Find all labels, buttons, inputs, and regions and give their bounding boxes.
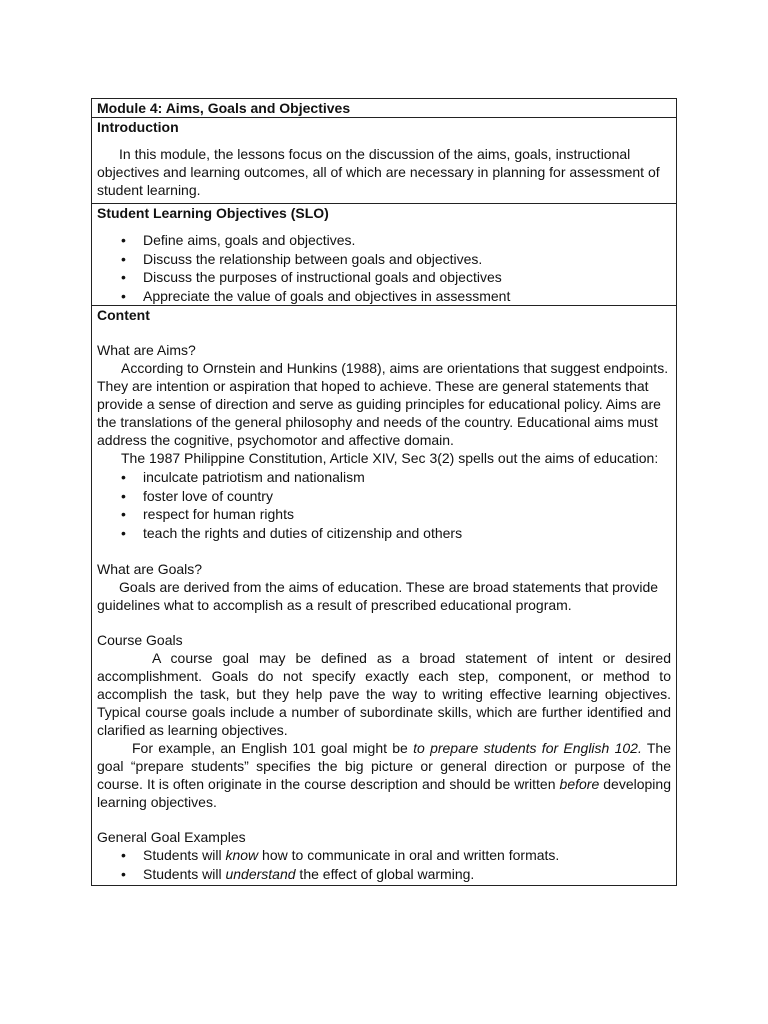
slo-heading: Student Learning Objectives (SLO)	[97, 205, 329, 221]
goals-heading: What are Goals?	[97, 561, 203, 577]
general-goal-list	[97, 846, 671, 883]
course-goals-heading: Course Goals	[97, 632, 183, 648]
goals-paragraph: Goals are derived from the aims of education. These are broad statements that provide guidelines what to accomplish as a result of prescribed educational program.	[97, 579, 659, 613]
list-item: • foster love of country	[97, 487, 671, 506]
goal-text-a: Students will	[143, 865, 226, 882]
list-item: • inculcate patriotism and nationalism	[97, 468, 671, 487]
introduction-section	[92, 118, 676, 204]
introduction-heading: Introduction	[97, 119, 179, 135]
introduction-text: In this module, the lessons focus on the discussion of the aims, goals, instructional objectives and learning outcomes, all of which are necessary in planning for assessment of student learning.	[97, 146, 660, 198]
example-paragraph	[97, 739, 671, 811]
list-item	[97, 865, 671, 884]
goal-text-b: understand	[225, 865, 296, 882]
goal-text-a: Students will	[143, 847, 226, 863]
example-text-e: developing learning objectives.	[97, 776, 671, 810]
aims-list	[97, 468, 671, 542]
list-item	[97, 846, 671, 865]
example-text-c: The goal “prepare students” specifies the big picture or general direction or purpose of the course. It is often originate in the course description and should be written	[97, 740, 672, 792]
list-item: • Discuss the purposes of instructional goals and objectives	[97, 268, 671, 287]
slo-list	[97, 231, 671, 305]
goal-text-c: how to communicate in oral and written formats.	[258, 847, 560, 863]
example-text-d: before	[559, 776, 600, 792]
slo-section	[92, 204, 676, 306]
list-item: • Appreciate the value of goals and objectives in assessment	[97, 287, 671, 306]
module-title: Module 4: Aims, Goals and Objectives	[92, 99, 676, 118]
course-goals-paragraph: A course goal may be defined as a broad statement of intent or desired accomplishment. Goals do not specify exactly each step, component, or method to accomplish the task, but they help pave the way to writing effective learning objectives. Typical course goals include a number of subordinate skills, which are further identified and clarified as learning objectives.	[97, 650, 671, 738]
module-table	[91, 98, 677, 886]
example-text-b: to prepare students for English 102.	[413, 740, 642, 756]
list-item: • Define aims, goals and objectives.	[97, 231, 671, 250]
goal-text-b: know	[225, 847, 259, 863]
list-item: • teach the rights and duties of citizenship and others	[97, 524, 671, 543]
content-section	[92, 306, 676, 885]
example-text-a: For example, an English 101 goal might be	[132, 740, 414, 756]
content-heading: Content	[97, 307, 150, 323]
constitution-paragraph: The 1987 Philippine Constitution, Article XIV, Sec 3(2) spells out the aims of education:	[121, 450, 659, 466]
aims-heading: What are Aims?	[97, 342, 196, 358]
list-item: • Discuss the relationship between goals and objectives.	[97, 250, 671, 269]
goal-text-c: the effect of global warming.	[295, 865, 475, 882]
list-item: • respect for human rights	[97, 505, 671, 524]
aims-paragraph: According to Ornstein and Hunkins (1988), aims are orientations that suggest endpoints. They are intention or aspiration that hoped to achieve. These are general statements that provide a sense of direction and serve as guiding principles for educational policy. Aims are the translations of the general philosophy and needs of the country. Educational aims must address the cognitive, psychomotor and affective domain.	[97, 360, 669, 448]
general-goal-heading: General Goal Examples	[97, 829, 246, 845]
